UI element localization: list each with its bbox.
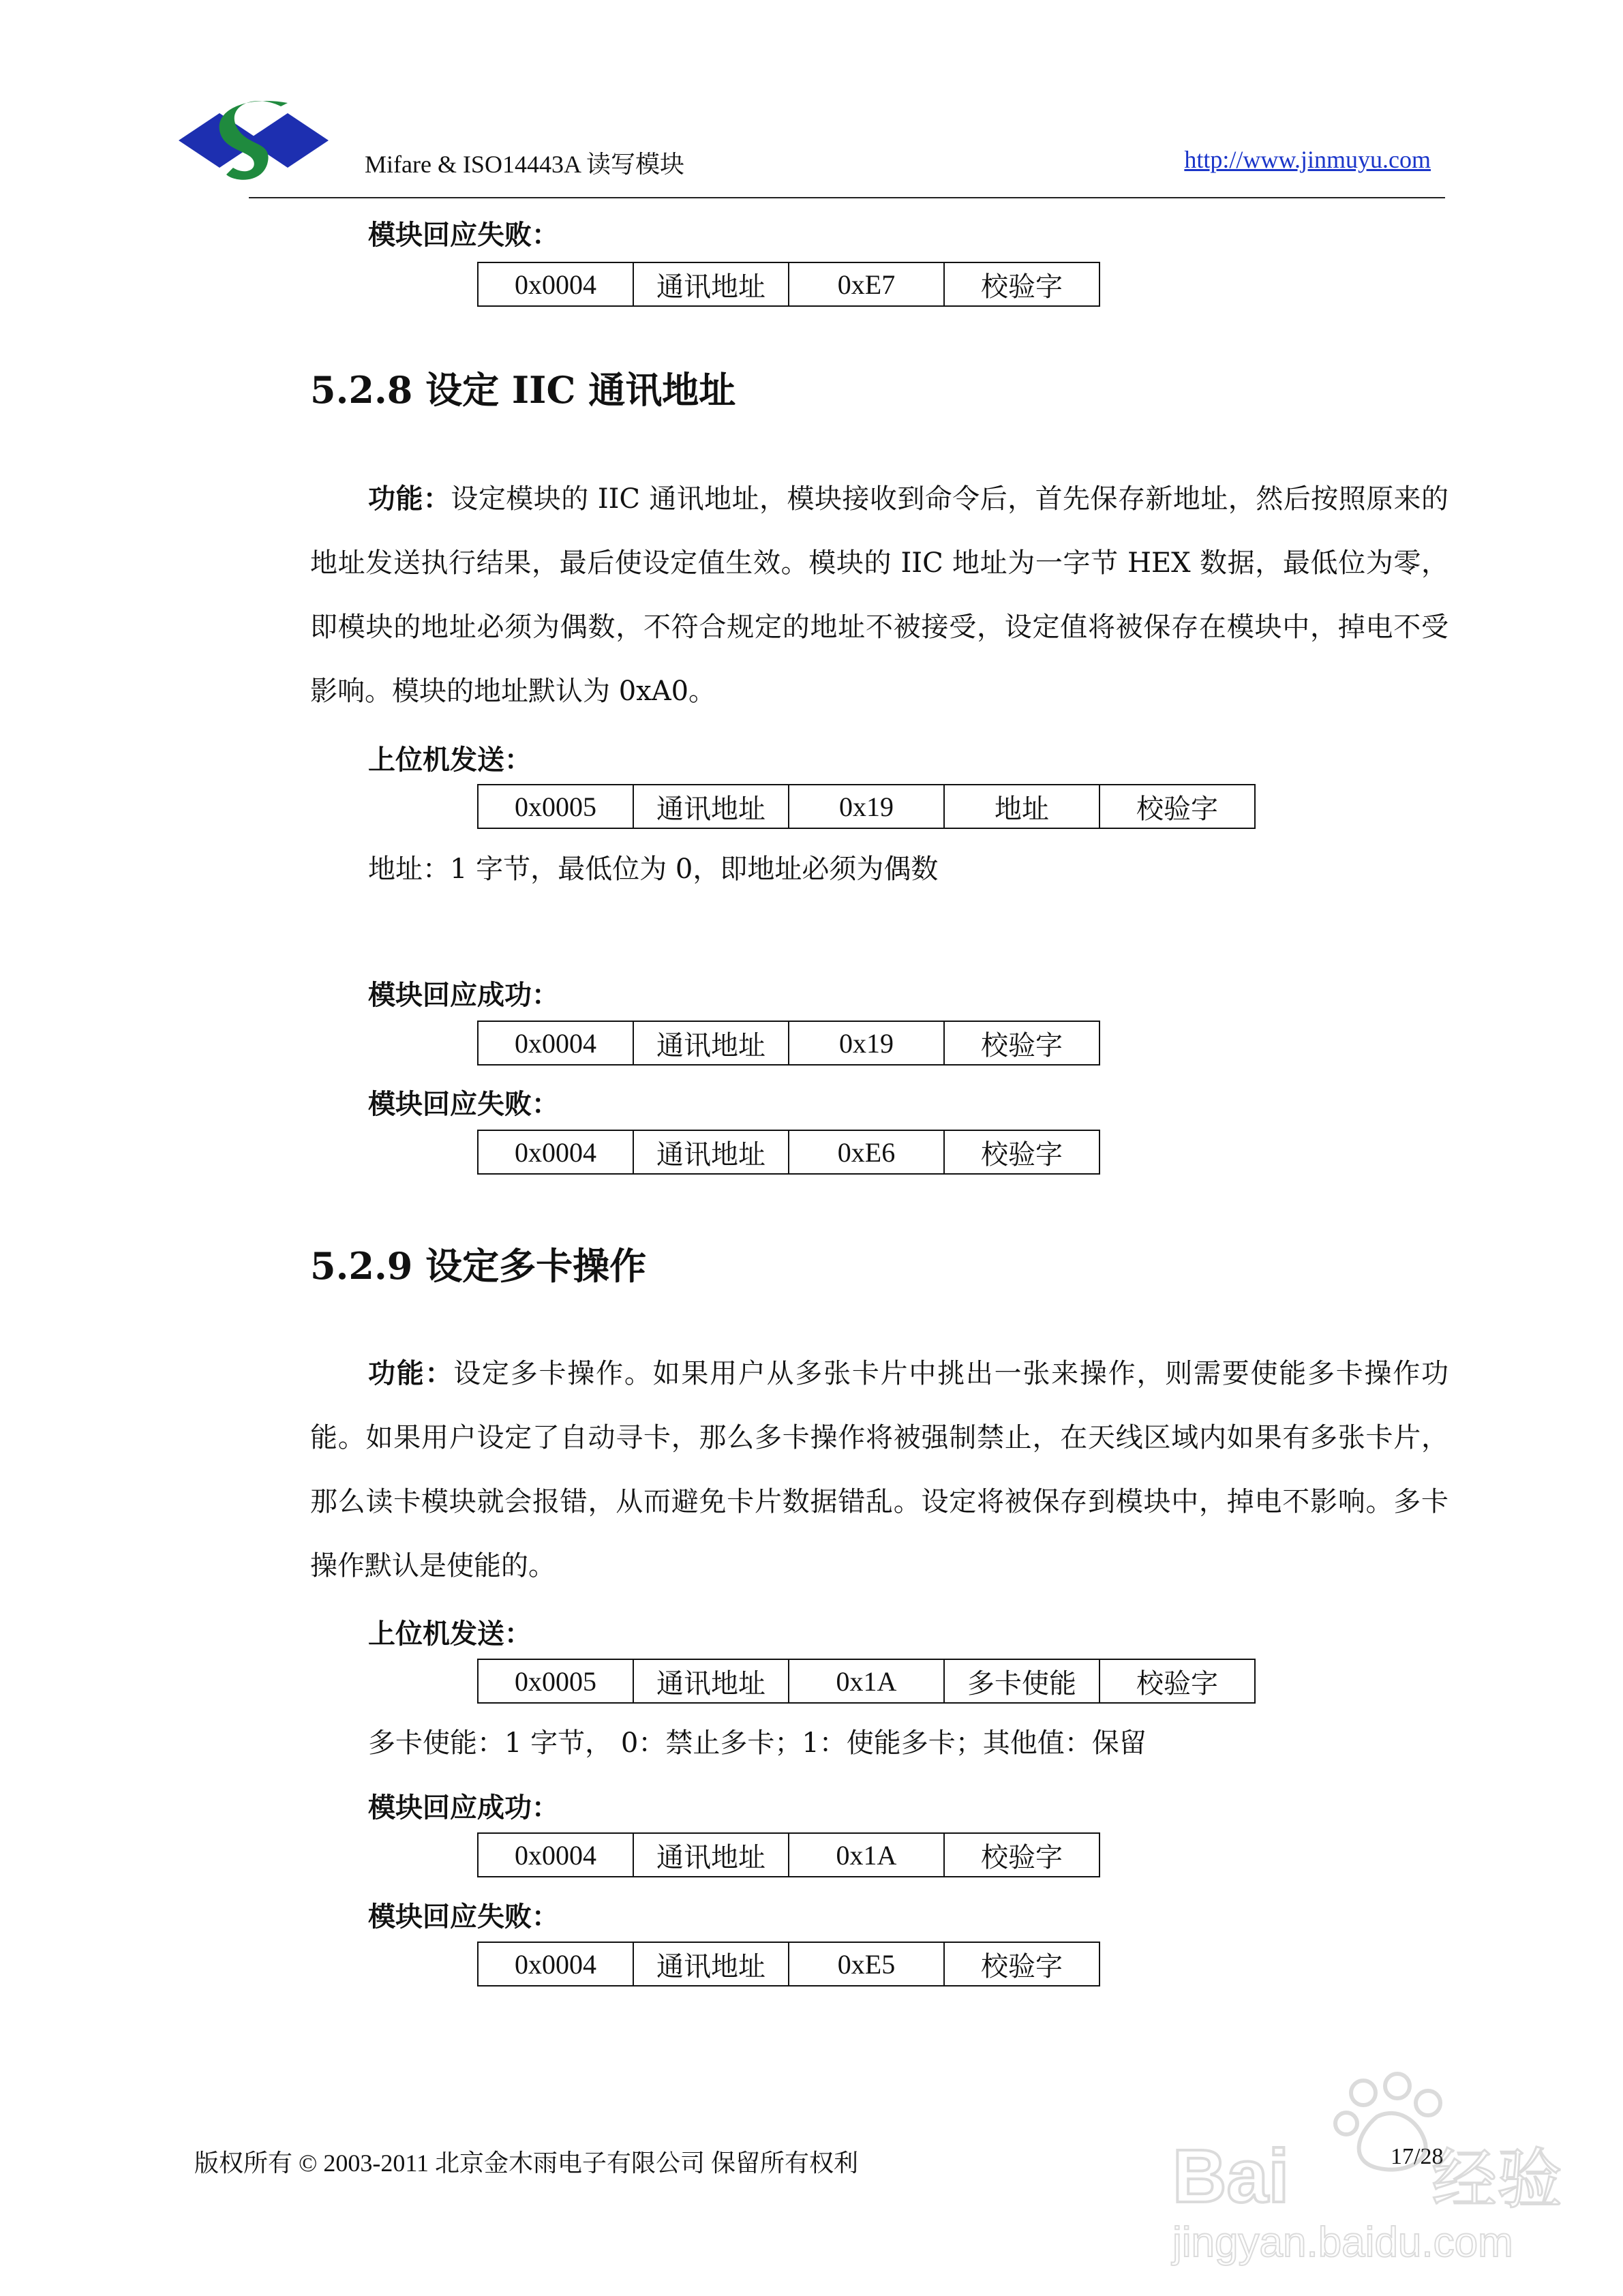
frame-cell: 0x0005 [478,785,633,828]
section-529-lead: 功能： [368,1357,454,1389]
s529-fail-frame [477,1942,1100,1987]
s528-fail-label: 模块回应失败： [368,1088,559,1120]
frame-cell: 通讯地址 [633,785,789,828]
header-title: Mifare & ISO14443A 读写模块 [365,151,684,178]
frame-cell: 0x0005 [478,1659,633,1703]
header-divider [249,197,1445,198]
frame-cell: 校验字 [944,1130,1099,1174]
frame-cell: 通讯地址 [633,1659,789,1703]
top-fail-frame [477,262,1100,307]
s528-send-frame [477,784,1256,829]
svg-text:Bai: Bai [1172,2134,1290,2218]
frame-cell: 0x0004 [478,1833,633,1877]
s528-send-note: 地址：1 字节，最低位为 0，即地址必须为偶数 [368,854,939,885]
frame-cell: 校验字 [1099,1659,1255,1703]
company-logo [179,93,329,188]
s528-send-label: 上位机发送： [368,744,532,776]
frame-cell: 0x0004 [478,1942,633,1986]
section-528-body [310,467,1448,723]
header-url-link[interactable]: http://www.jinmuyu.com [1184,146,1431,173]
section-529-body [310,1342,1448,1598]
section-529-text: 设定多卡操作。如果用户从多张卡片中挑出一张来操作，则需要使能多卡操作功能。如果用户设定了自动寻卡，那么多卡操作将被强制禁止，在天线区域内如果有多张卡片，那么读卡模块就会报错，从而避免卡片数据错乱。设定将被保存到模块中，掉电不影响。多卡操作默认是使能的。 [310,1358,1449,1582]
frame-cell: 0xE5 [789,1942,944,1986]
frame-cell: 0x19 [789,1021,944,1065]
section-528-lead: 功能： [368,483,451,515]
frame-cell: 校验字 [944,1021,1099,1065]
section-528-title: 5.2.8 设定 IIC 通讯地址 [310,368,736,412]
top-fail-label: 模块回应失败： [368,219,559,251]
frame-cell: 校验字 [944,1942,1099,1986]
frame-cell: 校验字 [944,1833,1099,1877]
s528-fail-frame [477,1130,1100,1175]
page-number: 17/28 [1391,2144,1444,2169]
s529-ok-frame [477,1832,1100,1877]
s528-ok-frame [477,1021,1100,1066]
frame-cell: 0x1A [789,1659,944,1703]
frame-cell: 地址 [944,785,1099,828]
frame-cell: 校验字 [944,262,1099,306]
frame-cell: 0xE7 [789,262,944,306]
svg-text:经验: 经验 [1431,2141,1562,2218]
frame-cell: 0x0004 [478,1021,633,1065]
s529-send-frame [477,1659,1256,1704]
frame-cell: 校验字 [1099,785,1255,828]
section-528-text: 设定模块的 IIC 通讯地址，模块接收到命令后，首先保存新地址，然后按照原来的地址发送执行结果，最后使设定值生效。模块的 IIC 地址为一字节 HEX 数据，最低位为零，即模块的地址必须为偶数，不符合规定的地址不被接受，设定值将被保存在模块中，掉电不受影响。模块的地址默认为 0xA0。 [310,483,1448,707]
s529-ok-label: 模块回应成功： [368,1792,559,1824]
frame-cell: 0x1A [789,1833,944,1877]
s529-fail-label: 模块回应失败： [368,1901,559,1933]
frame-cell: 通讯地址 [633,1130,789,1174]
section-529-title: 5.2.9 设定多卡操作 [310,1244,647,1288]
s529-send-label: 上位机发送： [368,1618,532,1650]
frame-cell: 通讯地址 [633,1833,789,1877]
frame-cell: 0x0004 [478,262,633,306]
frame-cell: 通讯地址 [633,1021,789,1065]
frame-cell: 通讯地址 [633,1942,789,1986]
frame-cell: 多卡使能 [944,1659,1099,1703]
frame-cell: 0xE6 [789,1130,944,1174]
s528-ok-label: 模块回应成功： [368,979,559,1011]
frame-cell: 0x19 [789,785,944,828]
s529-send-note: 多卡使能：1 字节， 0：禁止多卡；1：使能多卡；其他值：保留 [368,1727,1147,1759]
baidu-watermark-icon [1159,2066,1562,2270]
frame-cell: 0x0004 [478,1130,633,1174]
svg-text:jingyan.baidu.com: jingyan.baidu.com [1172,2219,1513,2266]
frame-cell: 通讯地址 [633,262,789,306]
footer-copyright: 版权所有 © 2003-2011 北京金木雨电子有限公司 保留所有权利 [194,2149,859,2177]
